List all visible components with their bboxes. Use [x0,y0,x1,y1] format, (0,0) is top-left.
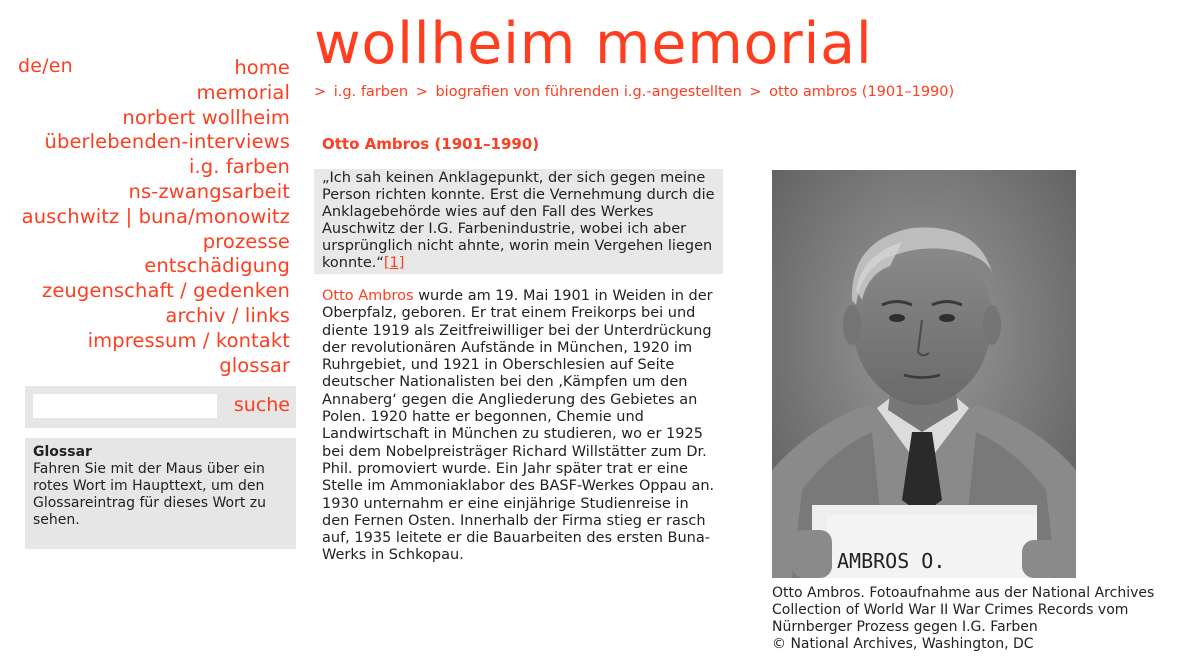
main-navigation [20,56,290,378]
breadcrumb-separator: > [314,84,327,100]
portrait-photo-image [772,170,1076,578]
breadcrumb-item-ig-farben[interactable]: i.g. farben [333,84,409,100]
search-panel [25,386,296,428]
glossary-panel-text: Fahren Sie mit der Maus über ein rotes Wort im Haupttext, um den Glossareintrag für dieses Wort zu sehen. [33,461,267,528]
portrait-photo [772,170,1076,578]
biography-paragraph: wurde am 19. Mai 1901 in Weiden in der Oberpfalz, geboren. Er trat einem Freikorps bei und diente 1919 als Zeitfreiwilliger bei der Unterdrückung der revolutionären Aufstände in München, 1920 im Ruhrgebiet, und 1921 in Oberschlesien auf Seite deutscher Nationalisten bei den ‚Kämpfen um den Annaberg‘ gegen die Angliederung des Gebietes an Polen. 1920 hatte er begonnen, Chemie und Landwirtschaft in München zu studieren, wo er 1925 bei dem Nobelpreisträger Richard Willstätter zum Dr. Phil. promoviert wurde. Ein Jahr später trat er eine Stelle im Ammoniaklabor des BASF-Werkes Oppau an. 1930 unternahm er eine einjährige Studienreise in den Fernen Osten. Innerhalb der Firma stieg er rasch auf, 1935 leitete er die Bauarbeiten des ersten Buna-Werks in Schkopau. [322,288,715,564]
nav-item-trials[interactable]: prozesse [202,229,290,253]
nav-item-survivor-interviews[interactable]: überlebenden-interviews [44,130,290,154]
biography-text [322,288,720,565]
footnote-link[interactable]: [1] [383,255,405,271]
caption-line: Otto Ambros. Fotoaufnahme aus der National Archives [772,585,1155,601]
caption-line: © National Archives, Washington, DC [772,636,1034,652]
breadcrumb-separator: > [749,84,762,100]
nav-item-auschwitz-buna-monowitz[interactable]: auschwitz | buna/monowitz [21,204,290,228]
breadcrumb-separator: > [415,84,428,100]
breadcrumb [314,84,954,100]
nav-item-archive-links[interactable]: archiv / links [165,303,290,327]
caption-line: Collection of World War II War Crimes Records vom [772,602,1129,618]
nav-item-memorial[interactable]: memorial [196,80,290,104]
glossary-term-link[interactable]: Otto Ambros [322,288,414,304]
nav-item-testimony-remembrance[interactable]: zeugenschaft / gedenken [41,279,290,303]
name-sign-text: AMBROS O. [837,549,946,573]
nav-item-ig-farben[interactable]: i.g. farben [188,155,290,179]
nav-item-home[interactable]: home [234,56,290,79]
page-title: Otto Ambros (1901–1990) [322,135,540,153]
quote-text: „Ich sah keinen Anklagepunkt, der sich gegen meine Person richten konnte. Erst die Vernehmung durch die Anklagebehörde wies auf den Fall des Werkes Auschwitz der I.G. Farbenindustrie, wobei ich aber ursprünglich nicht ahnte, worin mein Vergehen liegen konnte.“ [322,170,715,271]
quote-block [314,169,723,274]
language-switch-link[interactable]: de/en [18,55,73,77]
breadcrumb-item-biographies[interactable]: biografien von führenden i.g.-angestellten [435,84,742,100]
nav-item-ns-forced-labor[interactable]: ns-zwangsarbeit [128,179,290,203]
caption-line: Nürnberger Prozess gegen I.G. Farben [772,619,1038,635]
search-button[interactable]: suche [233,394,290,416]
nav-item-compensation[interactable]: entschädigung [144,254,290,278]
nav-item-glossary[interactable]: glossar [219,353,290,377]
nav-item-norbert-wollheim[interactable]: norbert wollheim [122,105,290,129]
glossary-info-panel [25,438,296,549]
glossary-panel-title: Glossar [33,444,92,460]
breadcrumb-item-current[interactable]: otto ambros (1901–1990) [769,84,955,100]
site-title-logo[interactable]: wollheim memorial [314,11,873,77]
photo-caption [772,585,1172,653]
search-input[interactable] [33,394,217,418]
nav-item-imprint-contact[interactable]: impressum / kontakt [87,328,290,352]
